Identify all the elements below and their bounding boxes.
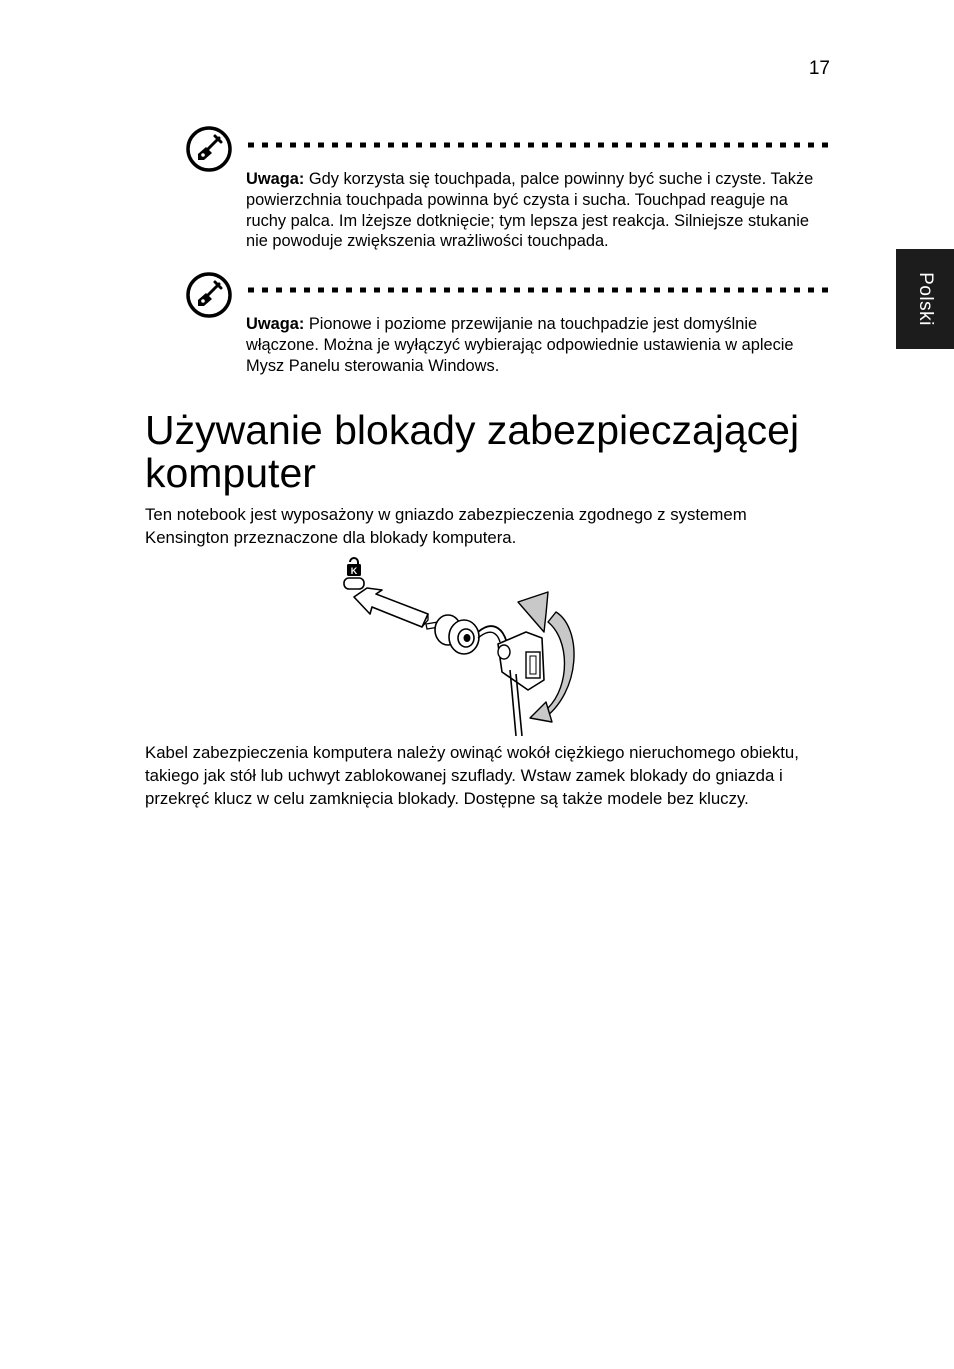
- body-paragraph: Kabel zabezpieczenia komputera należy owinąć wokół ciężkiego nieruchomego obiektu, takiego jak stół lub uchwyt zablokowanej szuflady. Wstaw zamek blokady do gniazda i przekręć klucz w celu zamknięcia blokady. Dostępne są także modele bez kluczy.: [145, 743, 799, 809]
- language-tab-label: Polski: [915, 272, 936, 326]
- note-dotted-rule: [246, 142, 830, 148]
- note-dotted-rule: [246, 287, 830, 293]
- kensington-lock-illustration: [330, 552, 590, 736]
- note-label: Uwaga:: [246, 170, 305, 188]
- note-text: [246, 314, 826, 376]
- note-label: Uwaga:: [246, 315, 305, 333]
- note-body: Gdy korzysta się touchpada, palce powinny być suche i czyste. Także powierzchnia touchpada powinna być czysta i sucha. Touchpad reaguje na ruchy palca. Im lżejsze dotknięcie; tym lepsza jest reakcja. Silniejsze stukanie nie powoduje zwiększenia wrażliwości touchpada.: [246, 170, 814, 251]
- intro-paragraph: Ten notebook jest wyposażony w gniazdo zabezpieczenia zgodnego z systemem Kensington przeznaczone dla blokady komputera.: [145, 505, 747, 548]
- page-number: 17: [808, 58, 830, 79]
- note-pen-icon: [185, 125, 233, 173]
- note-text: [246, 169, 826, 252]
- lock-symbol-letter: K: [350, 566, 358, 576]
- note-pen-icon: [185, 271, 233, 319]
- kensington-lock-symbol: [347, 558, 361, 576]
- section-heading: Używanie blokady zabezpieczającej komputer: [145, 407, 800, 496]
- language-tab: [896, 249, 954, 349]
- note-body: Pionowe i poziome przewijanie na touchpadzie jest domyślnie włączone. Można je wyłączyć wybierając odpowiednie ustawienia w aplecie Mysz Panelu sterowania Windows.: [246, 315, 794, 375]
